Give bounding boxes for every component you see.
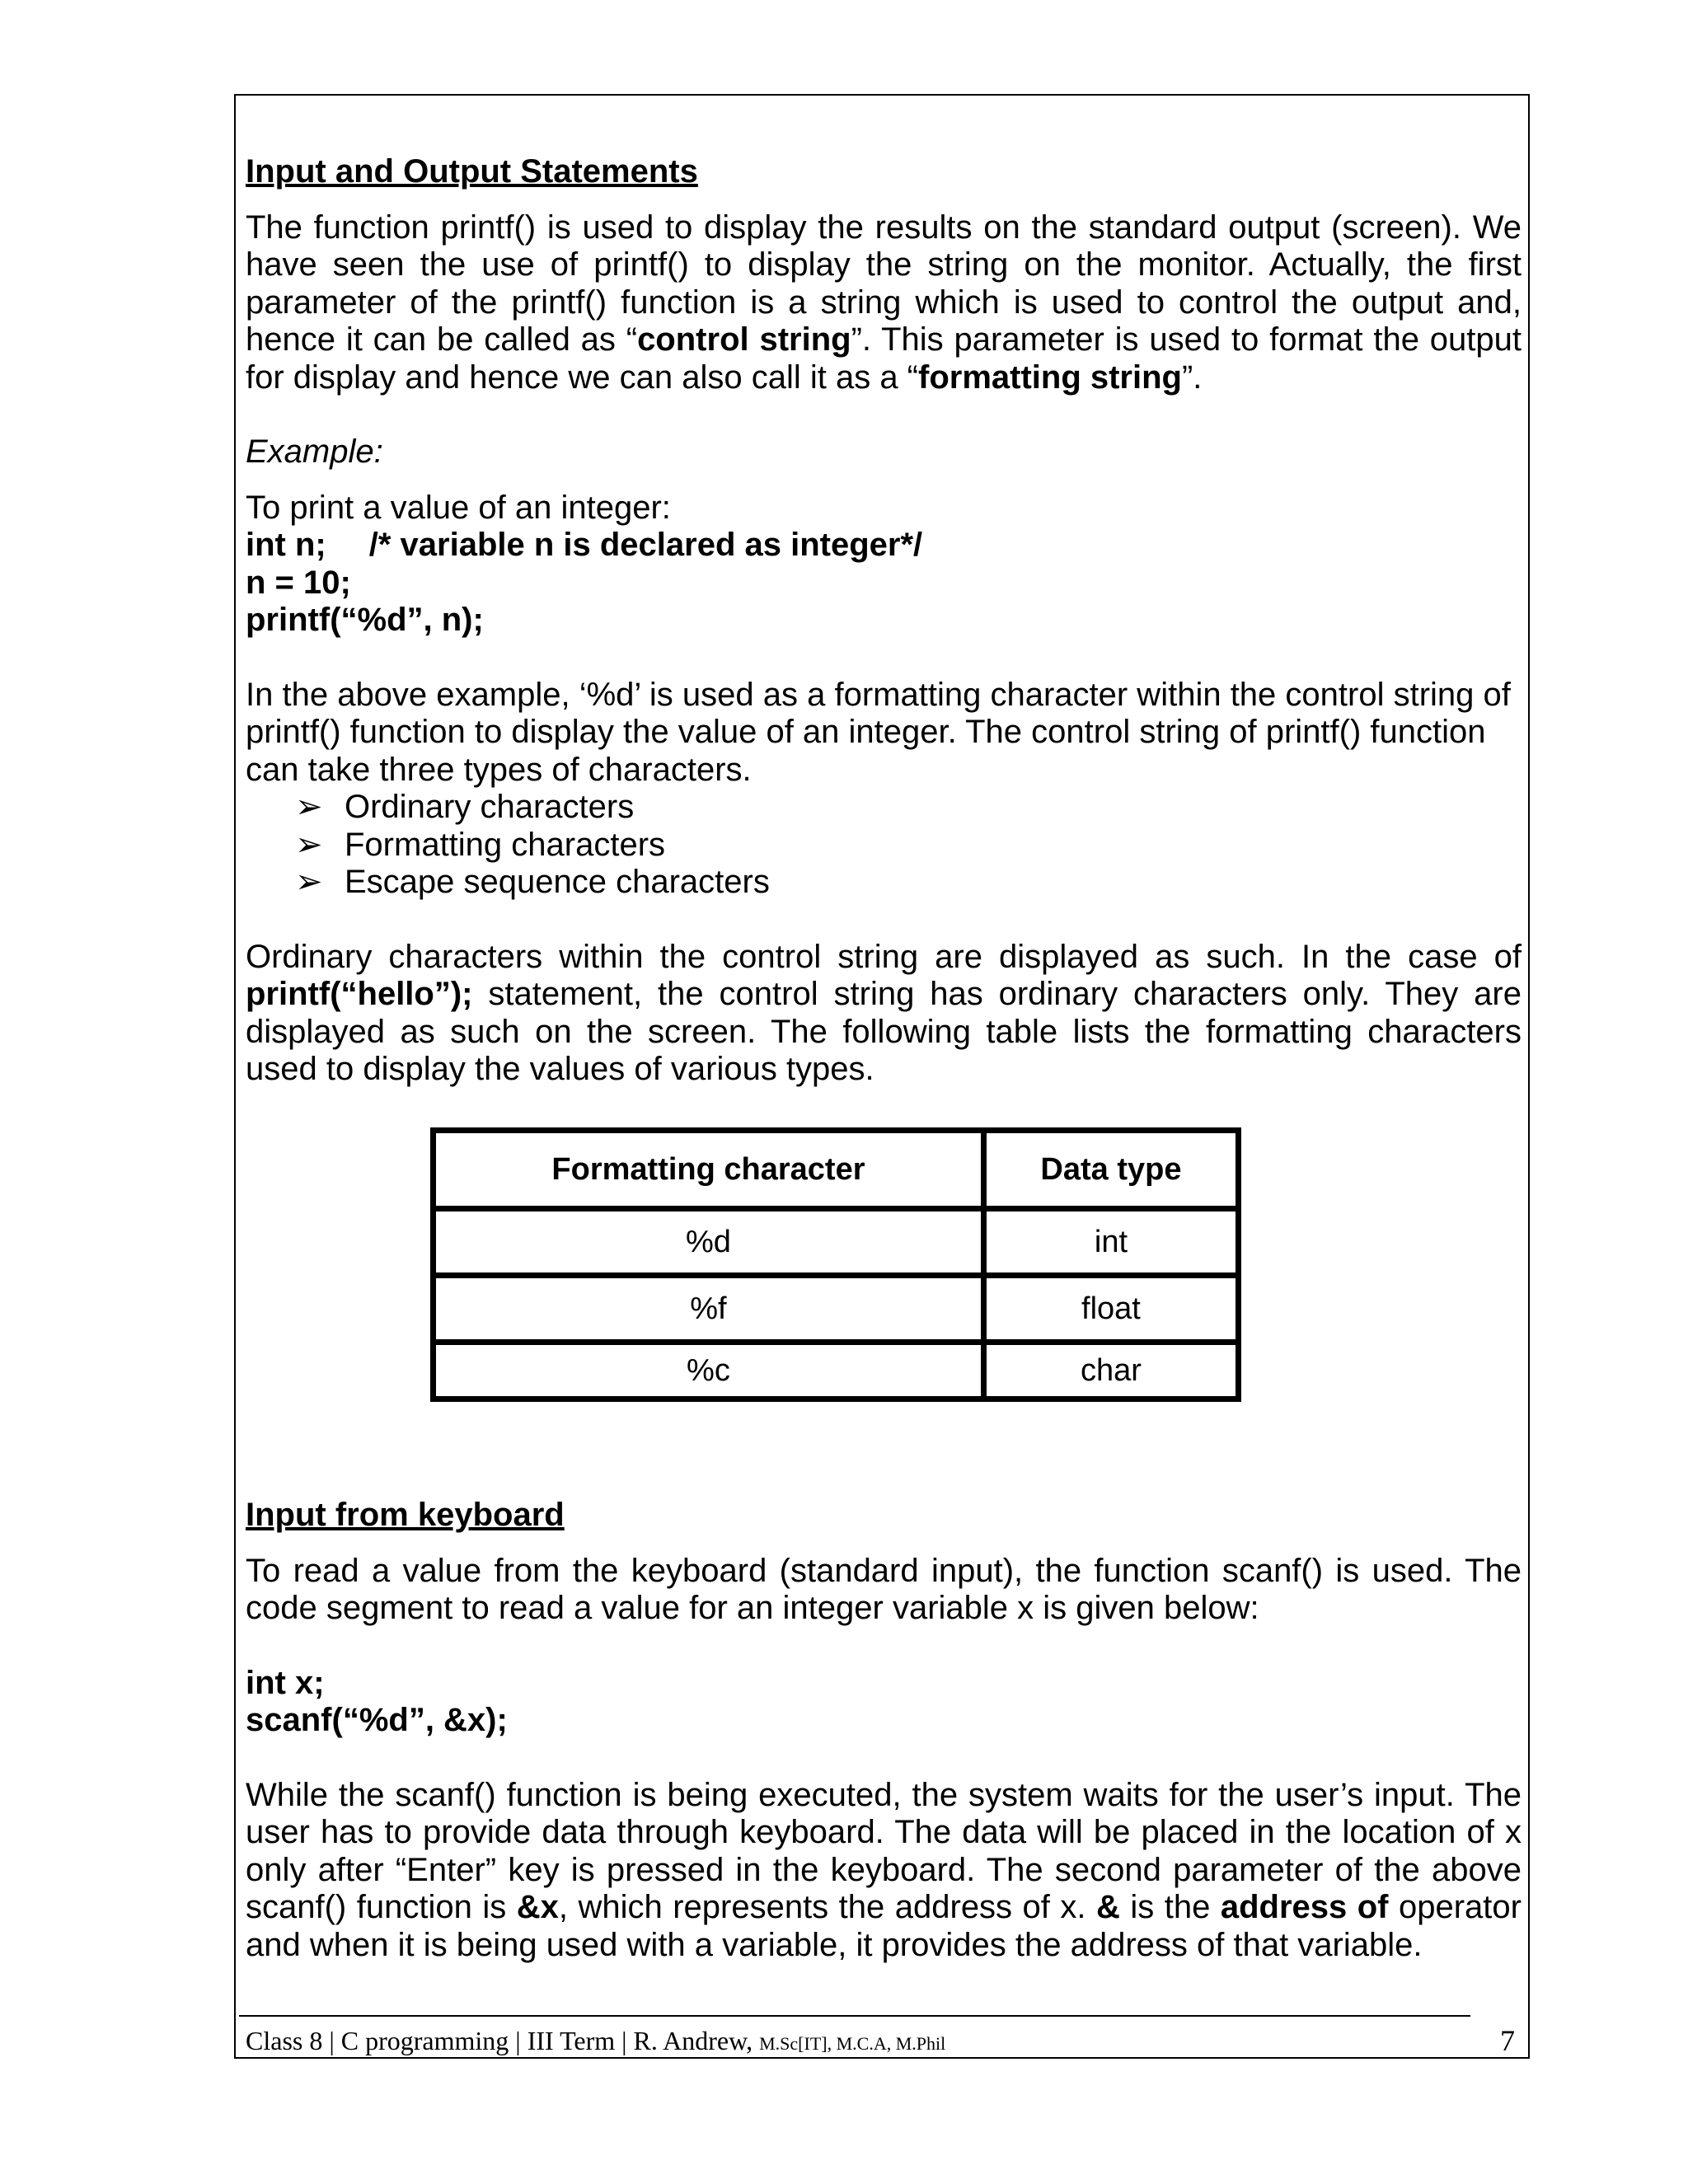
section-heading-keyboard: Input from keyboard [246, 1497, 565, 1533]
table-cell: %c [434, 1343, 984, 1399]
table-header-row [434, 1131, 1239, 1209]
code-line: printf(“%d”, n); [246, 602, 484, 638]
footer-divider [239, 2015, 1470, 2017]
scanf-intro-paragraph: To read a value from the keyboard (standard input), the function scanf() is used. The code segment to read a value for an integer variable x is given below: [246, 1552, 1522, 1626]
control-string-term: control string [637, 321, 851, 358]
code-line: int n; /* variable n is declared as integer*/ [246, 527, 923, 563]
table-row [434, 1343, 1239, 1399]
table-row [434, 1209, 1239, 1276]
column-header: Formatting character [434, 1131, 984, 1209]
example-intro: To print a value of an integer: [246, 489, 671, 526]
example-label: Example: [246, 434, 383, 470]
ampersand-term: & [1096, 1889, 1120, 1925]
intro-text-a: The function printf() is used to display the results on the standard output (screen). We have seen the use of printf() to display the string on the monitor. Actually, the first parameter of the printf() function is a string which is used to control the output and, hence it can be called as “ [246, 209, 1522, 358]
list-item: ➢ Ordinary characters [295, 789, 635, 825]
footer-qualifications: M.Sc[IT], M.C.A, M.Phil [759, 2033, 946, 2054]
footer-text: Class 8 | C programming | III Term | R. Andrew, [246, 2026, 760, 2055]
table-cell: float [983, 1276, 1238, 1343]
scanf-explain-paragraph: While the scanf() function is being executed, the system waits for the user’s input. The user has to provide data through keyboard. The data will be placed in the location of x only after “Enter” key is pressed in the keyboard. The second parameter of the above scanf() function is &x, which represents the address of x. & is the address of operator and when it is being used with a variable, it provides the address of that variable. [246, 1776, 1522, 1963]
printf-explain-paragraph: In the above example, ‘%d’ is used as a formatting character within the control string of printf() function to display the value of an integer. The control string of printf() function can take three types of characters. [246, 676, 1511, 788]
character-types-list [246, 789, 1522, 902]
table-row [434, 1276, 1239, 1343]
address-x-term: &x [516, 1889, 559, 1925]
code-block-printf [246, 527, 1522, 640]
table-cell: %f [434, 1276, 984, 1343]
ordinary-characters-paragraph: Ordinary characters within the control string are displayed as such. In the case of printf(“hello”); statement, the control string has ordinary characters only. They are displayed as such on the screen. The following table lists the formatting characters used to display the values of various types. [246, 938, 1522, 1087]
code-line: scanf(“%d”, &x); [246, 1702, 508, 1738]
address-of-term: address of [1220, 1889, 1389, 1925]
arrow-bullet-icon: ➢ [295, 864, 323, 900]
printf-intro-paragraph [246, 209, 1522, 397]
list-item: ➢ Formatting characters [295, 826, 666, 863]
page-content [246, 153, 1522, 1089]
table-cell: %d [434, 1209, 984, 1276]
formatting-table-container [430, 1127, 1241, 1402]
arrow-bullet-icon: ➢ [295, 826, 323, 863]
list-item: ➢ Escape sequence characters [295, 864, 770, 900]
printf-hello-code: printf(“hello”); [246, 976, 473, 1012]
table-cell: char [983, 1343, 1238, 1399]
table-cell: int [983, 1209, 1238, 1276]
page-footer [246, 2024, 1522, 2057]
code-line: int x; [246, 1664, 325, 1701]
formatting-characters-table [430, 1127, 1241, 1402]
code-line: n = 10; [246, 564, 351, 601]
keyboard-input-section [246, 1497, 1522, 1964]
page-number: 7 [1500, 2024, 1515, 2057]
intro-text-e: ”. [1181, 359, 1203, 396]
code-block-scanf [246, 1665, 1522, 1740]
intro-text-c: ”. This parameter is used to format the output for display and hence we can also call it as a “ [246, 321, 1522, 396]
arrow-bullet-icon: ➢ [295, 789, 323, 825]
section-heading-io: Input and Output Statements [246, 153, 698, 190]
column-header: Data type [983, 1131, 1238, 1209]
formatting-string-term: formatting string [918, 359, 1182, 396]
